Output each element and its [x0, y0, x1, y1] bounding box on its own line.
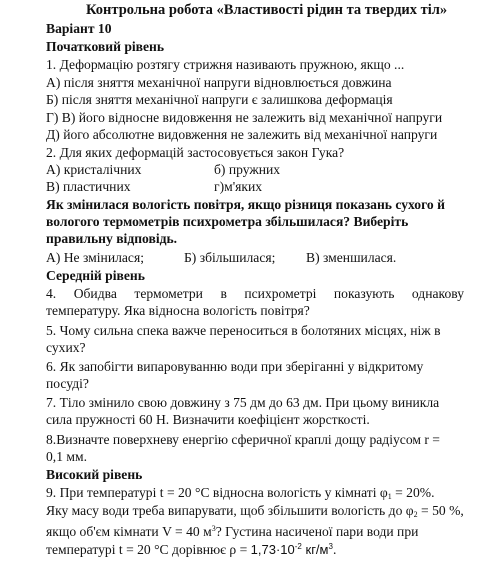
q4-word: в	[220, 286, 227, 301]
level-heading-middle: Середній рівень	[46, 268, 145, 283]
rho-exponent-base: ·10	[275, 542, 295, 557]
question-4-line2: температуру. Яка відносна вологість повітря?	[46, 303, 310, 318]
level-heading-initial: Початковий рівень	[46, 39, 165, 54]
question-6-line2: посуді?	[46, 376, 89, 391]
q4-word: термометри	[134, 286, 203, 301]
q9-text: ? Густина насиченої пари води при	[215, 524, 419, 539]
question-5-line2: сухих?	[46, 340, 86, 355]
answer-1d: Д) його абсолютне видовження не залежить від механічної напруги	[46, 127, 438, 142]
question-9-line3	[46, 520, 418, 540]
variant-label: Варіант 10	[46, 21, 112, 36]
q9-text: температурі t = 20 °С дорівнює ρ =	[46, 542, 251, 557]
rho-value: 1,73	[250, 542, 276, 557]
answer-2g: г)м'яких	[214, 179, 263, 194]
question-9-line4	[46, 538, 336, 558]
answer-3a: А) Не змінилася;	[46, 250, 144, 265]
q9-text: якщо об'єм кімнати V = 40 м	[46, 524, 212, 539]
q4-word: 4.	[46, 286, 57, 301]
question-1: 1. Деформацію розтягу стрижня називають пружною, якщо ...	[46, 57, 405, 72]
question-4-line1	[46, 285, 464, 302]
question-3-line3: правильну відповідь.	[46, 231, 178, 246]
answer-2a: А) кристалічних	[46, 162, 142, 177]
question-3-line2: вологого термометрів психрометра збільшилася? Виберіть	[46, 214, 409, 229]
rho-unit: кг/м	[301, 542, 329, 557]
q4-word: Обидва	[73, 286, 117, 301]
rho-exponent: -2	[294, 542, 302, 551]
phi2-subscript: 2	[413, 510, 418, 519]
q9-text: Яку масу води треба випарувати, щоб збільшити вологість до φ	[46, 503, 414, 518]
answer-1a: А) після зняття механічної напруги відновлюється довжина	[46, 75, 392, 90]
answer-2v: В) пластичних	[46, 179, 131, 194]
question-7-line2: сила пружності 60 Н. Визначити коефіцієнт жорсткості.	[46, 412, 370, 427]
m3-superscript: 3	[211, 524, 216, 533]
answer-1b: Б) після зняття механічної напруги є залишкова деформація	[46, 92, 393, 107]
question-2: 2. Для яких деформацій застосовується закон Гука?	[46, 145, 345, 160]
q9-text: = 20%.	[391, 485, 435, 500]
question-5-line1: 5. Чому сильна спека важче переноситься в болотяних місцях, ніж в	[46, 323, 441, 338]
q4-word: показують	[333, 286, 395, 301]
question-8-line1: 8.Визначте поверхневу енергію сферичної краплі дощу радіусом r =	[46, 432, 440, 447]
level-heading-high: Високий рівень	[46, 467, 143, 482]
q4-word: психрометрі	[244, 286, 317, 301]
rho-unit-superscript: 3	[328, 542, 333, 551]
phi1-subscript: 1	[387, 492, 392, 501]
q4-word: однакову	[411, 286, 464, 301]
question-8-line2: 0,1 мм.	[46, 449, 87, 464]
answer-3b: Б) збільшилася;	[184, 250, 276, 265]
q9-text: .	[332, 542, 337, 557]
question-3-line1: Як змінилася вологість повітря, якщо різниця показань сухого й	[46, 197, 445, 212]
question-6-line1: 6. Як запобігти випаровуванню води при зберіганні у відкритому	[46, 359, 424, 374]
answer-1g: Г) В) його відносне видовження не залежить від механічної напруги	[46, 110, 443, 125]
answer-3v: В) зменшилася.	[306, 250, 397, 265]
answer-2b: б) пружних	[214, 162, 281, 177]
question-7-line1: 7. Тіло змінило свою довжину з 75 дм до 63 дм. При цьому виникла	[46, 395, 440, 410]
page-title: Контрольна робота «Властивості рідин та твердих тіл»	[86, 2, 448, 18]
q9-text: 9. При температурі t = 20 °С відносна вологість у кімнаті φ	[46, 485, 388, 500]
q9-text: = 50 %,	[417, 503, 464, 518]
